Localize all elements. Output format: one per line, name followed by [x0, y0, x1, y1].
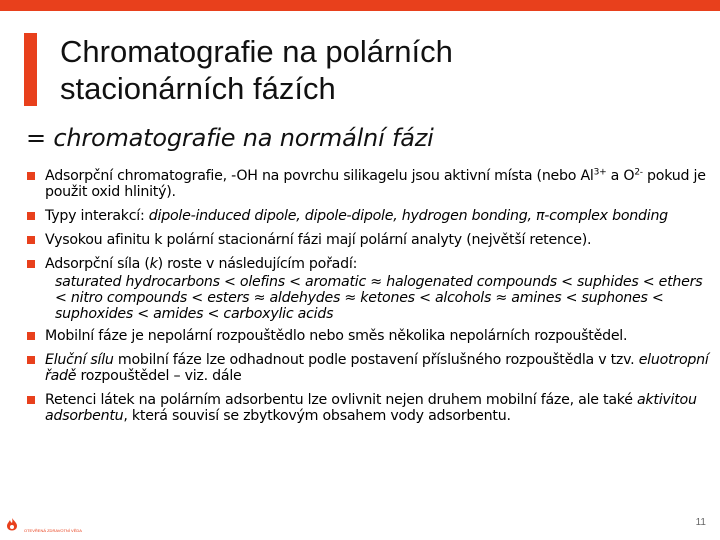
- bullet-text: Vysokou afinitu k polární stacionární fázi mají polární analyty (největší retence).: [45, 232, 592, 248]
- bullet-list: [25, 168, 710, 432]
- bullet-text: Adsorpční chromatografie, -OH na povrchu silikagelu jsou aktivní místa (nebo Al: [45, 168, 594, 184]
- superscript: 3+: [593, 167, 607, 178]
- page-title: [60, 33, 700, 107]
- bullet-text-italic: eluotropní řadě: [45, 352, 709, 384]
- square-bullet-icon: [27, 332, 35, 340]
- title-line-2: stacionárních fázích: [60, 71, 336, 106]
- bullet-interactions: [25, 208, 710, 224]
- bullet-mobile-phase: [25, 328, 710, 344]
- footer-text: OTEVŘENÁ ZDRAVOTNÍ VĚDA: [24, 528, 82, 533]
- bullet-text-italic: dipole-induced dipole, dipole-dipole, hydrogen bonding, π-complex bonding: [148, 208, 668, 224]
- bullet-text: ) roste v následujícím pořadí:: [157, 256, 358, 272]
- square-bullet-icon: [27, 172, 35, 180]
- bullet-affinity: [25, 232, 710, 248]
- square-bullet-icon: [27, 212, 35, 220]
- bullet-adsorption: [25, 168, 710, 200]
- subtitle: = chromatografie na normální fázi: [26, 124, 434, 152]
- square-bullet-icon: [27, 260, 35, 268]
- bullet-text: rozpouštědel – viz. dále: [76, 368, 242, 384]
- bullet-elution-strength: [25, 352, 710, 384]
- bullet-text: Retenci látek na polárním adsorbentu lze ovlivnit nejen druhem mobilní fáze, ale také: [45, 392, 637, 408]
- bullet-text: Adsorpční síla (: [45, 256, 150, 272]
- bullet-text: Typy interakcí:: [45, 208, 149, 224]
- top-accent-bar: [0, 0, 720, 11]
- bullet-text-italic: k: [149, 256, 158, 272]
- square-bullet-icon: [27, 356, 35, 364]
- flame-logo-icon: [5, 517, 19, 531]
- title-line-1: Chromatografie na polárních: [60, 34, 453, 69]
- elution-series: saturated hydrocarbons < olefins < aromatic ≈ halogenated compounds < suphides < ethers < nitro compounds < esters ≈ aldehydes ≈ ketones < alcohols ≈ amines < suphones < suphoxides < amides < carboxylic acids: [55, 274, 703, 322]
- bullet-retention: [25, 392, 710, 424]
- superscript: 2-: [634, 167, 643, 178]
- bullet-text: Mobilní fáze je nepolární rozpouštědlo nebo směs několika nepolárních rozpouštědel.: [45, 328, 628, 344]
- bullet-text-italic: Eluční sílu: [45, 352, 114, 368]
- bullet-text: a O: [606, 168, 635, 184]
- bullet-text-italic: aktivitou adsorbentu: [45, 392, 697, 424]
- page-number: 11: [695, 517, 706, 528]
- bullet-adsorption-strength: [25, 256, 710, 272]
- square-bullet-icon: [27, 396, 35, 404]
- square-bullet-icon: [27, 236, 35, 244]
- bullet-text: mobilní fáze lze odhadnout podle postavení příslušného rozpouštědla v tzv.: [113, 352, 639, 368]
- title-accent-bar: [24, 33, 37, 106]
- bullet-text: pokud je použit oxid hlinitý).: [45, 168, 706, 200]
- bullet-text: , která souvisí se zbytkovým obsahem vody adsorbentu.: [123, 408, 511, 424]
